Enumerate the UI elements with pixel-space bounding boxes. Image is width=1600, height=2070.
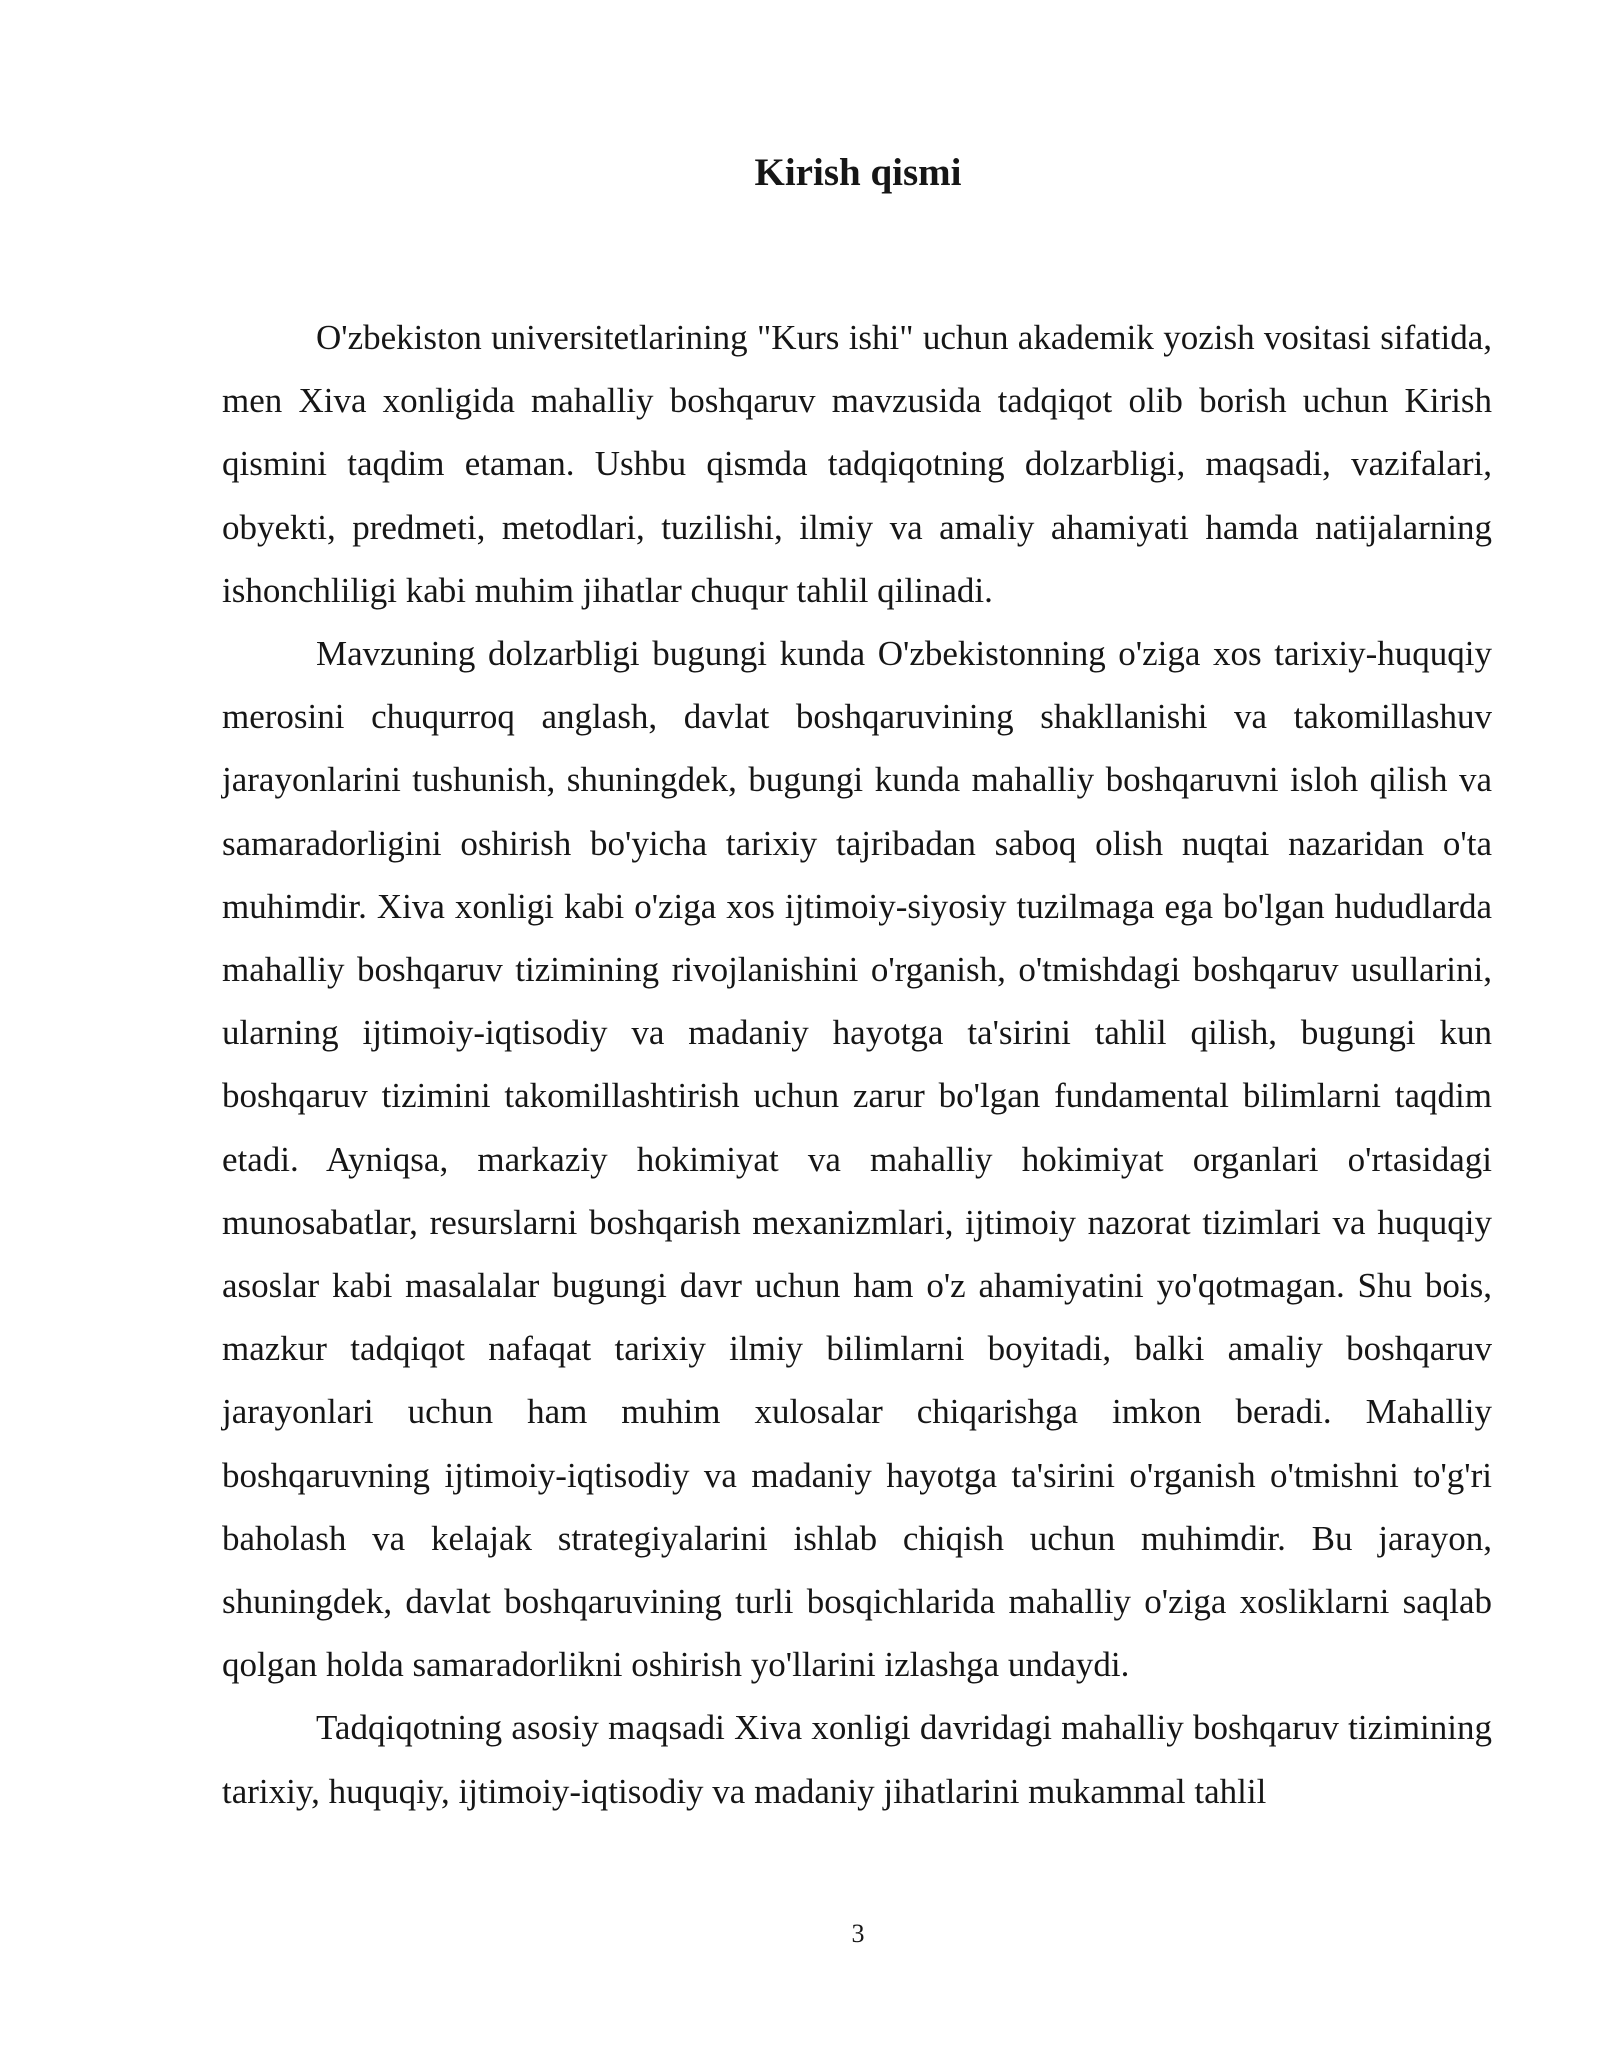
page-number: 3	[851, 1919, 865, 1948]
paragraph-goal: Tadqiqotning asosiy maqsadi Xiva xonligi davridagi mahalliy boshqaruv tizimining tarixiy, huquqiy, ijtimoiy-iqtisodiy va madaniy jihatlarini mukammal tahlil	[222, 1708, 1492, 1811]
body-text	[222, 306, 1492, 1823]
paragraph-relevance: Mavzuning dolzarbligi bugungi kunda O'zbekistonning o'ziga xos tarixiy-huquqiy merosini chuqurroq anglash, davlat boshqaruvining shakllanishi va takomillashuv jarayonlarini tushunish, shuningdek, bugungi kunda mahalliy boshqaruvni isloh qilish va samaradorligini oshirish bo'yicha tarixiy tajribadan saboq olish nuqtai nazaridan o'ta muhimdir. Xiva xonligi kabi o'ziga xos ijtimoiy-siyosiy tuzilmaga ega bo'lgan hududlarda mahalliy boshqaruv tizimining rivojlanishini o'rganish, o'tmishdagi boshqaruv usullarini, ularning ijtimoiy-iqtisodiy va madaniy hayotga ta'sirini tahlil qilish, bugungi kun boshqaruv tizimini takomillashtirish uchun zarur bo'lgan fundamental bilimlarni taqdim etadi. Ayniqsa, markaziy hokimiyat va mahalliy hokimiyat organlari o'rtasidagi munosabatlar, resurslarni boshqarish mexanizmlari, ijtimoiy nazorat tizimlari va huquqiy asoslar kabi masalalar bugungi davr uchun ham o'z ahamiyatini yo'qotmagan. Shu bois, mazkur tadqiqot nafaqat tarixiy ilmiy bilimlarni boyitadi, balki amaliy boshqaruv jarayonlari uchun ham muhim xulosalar chiqarishga imkon beradi. Mahalliy boshqaruvning ijtimoiy-iqtisodiy va madaniy hayotga ta'sirini o'rganish o'tmishni to'g'ri baholash va kelajak strategiyalarini ishlab chiqish uchun muhimdir. Bu jarayon, shuningdek, davlat boshqaruvining turli bosqichlarida mahalliy o'ziga xosliklarni saqlab qolgan holda samaradorlikni oshirish yo'llarini izlashga undaydi.	[222, 634, 1492, 1685]
page-title: Kirish qismi	[754, 151, 962, 194]
paragraph-intro: O'zbekiston universitetlarining "Kurs ishi" uchun akademik yozish vositasi sifatida, men Xiva xonligida mahalliy boshqaruv mavzusida tadqiqot olib borish uchun Kirish qismini taqdim etaman. Ushbu qismda tadqiqotning dolzarbligi, maqsadi, vazifalari, obyekti, predmeti, metodlari, tuzilishi, ilmiy va amaliy ahamiyati hamda natijalarning ishonchliligi kabi muhim jihatlar chuqur tahlil qilinadi.	[222, 318, 1492, 610]
